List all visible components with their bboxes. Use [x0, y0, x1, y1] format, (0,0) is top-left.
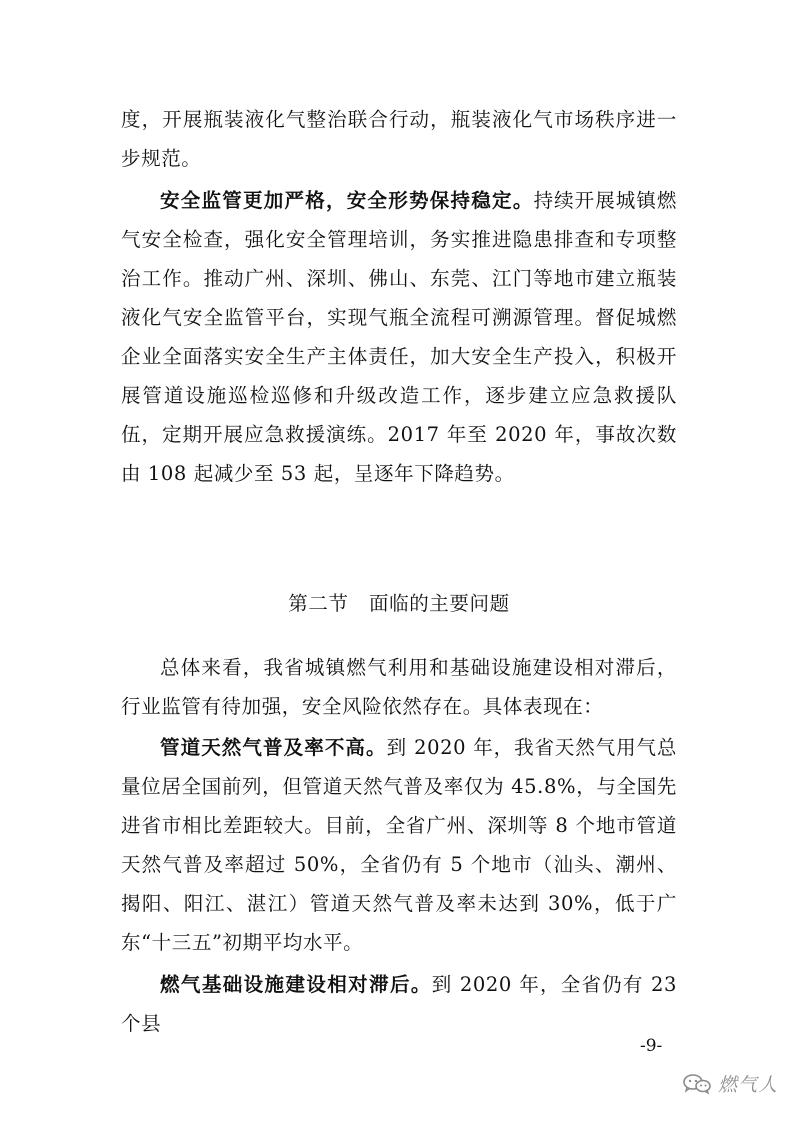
- paragraph-4-text: 到 2020 年，我省天然气用气总量位居全国前列，但管道天然气普及率仅为 45.8%，与全国先进省市相比差距较大。目前，全省广州、深圳等 8 个地市管道天然气普及率超过 50%，全省仍有 5 个地市（汕头、潮州、揭阳、阳江、湛江）管道天然气普及率未达到 30%，低于广东“十三五”初期平均水平。: [121, 736, 677, 954]
- paragraph-5: [121, 965, 677, 1043]
- paragraph-2-text: 持续开展城镇燃气安全检查，强化安全管理培训，务实推进隐患排查和专项整治工作。推动广州、深圳、佛山、东莞、江门等地市建立瓶装液化气安全监管平台，实现气瓶全流程可溯源管理。督促城燃企业全面落实安全生产主体责任，加大安全生产投入，积极开展管道设施巡检巡修和升级改造工作，逐步建立应急救援队伍，定期开展应急救援演练。2017 年至 2020 年，事故次数由 108 起减少至 53 起，呈逐年下降趋势。: [121, 189, 678, 485]
- paragraph-2: [121, 181, 677, 493]
- watermark-text: 燃气人: [718, 1074, 779, 1096]
- paragraph-5-text: 到 2020 年，全省仍有 23 个县: [121, 973, 677, 1035]
- paragraph-4-lead: 管道天然气普及率不高。: [160, 736, 387, 759]
- paragraph-5-lead: 燃气基础设施建设相对滞后。: [160, 973, 432, 996]
- paragraph-4: [121, 728, 677, 962]
- wechat-icon: [682, 1073, 712, 1095]
- watermark: [682, 1070, 778, 1097]
- paragraph-2-lead: 安全监管更加严格，安全形势保持稳定。: [160, 189, 534, 212]
- paragraph-3: [121, 648, 677, 726]
- page-number: -9-: [640, 1036, 663, 1056]
- paragraph-3-text: 总体来看，我省城镇燃气利用和基础设施建设相对滞后，行业监管有待加强，安全风险依然存在。具体表现在：: [121, 656, 677, 718]
- section-heading: 第二节 面临的主要问题: [288, 592, 510, 615]
- paragraph-1-text: 度，开展瓶装液化气整治联合行动，瓶装液化气市场秩序进一步规范。: [121, 108, 677, 170]
- paragraph-1: [121, 100, 677, 178]
